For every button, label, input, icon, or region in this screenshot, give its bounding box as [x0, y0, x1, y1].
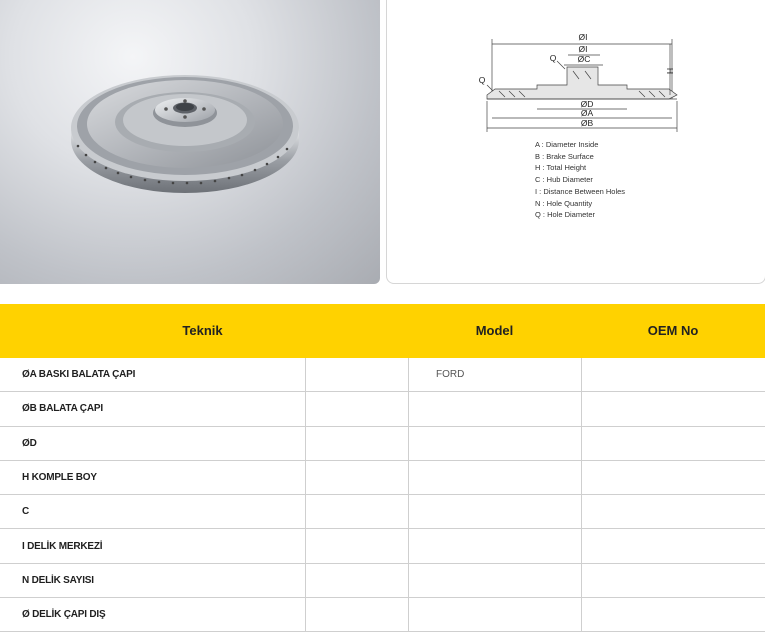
model-value: [408, 392, 581, 425]
spec-label: ØD: [22, 437, 37, 449]
spec-label: Ø DELİK ÇAPI DIŞ: [22, 609, 106, 621]
legend-item: B : Brake Surface: [535, 151, 594, 161]
oem-value: [581, 358, 765, 391]
spec-value: [305, 564, 408, 597]
dim-label-i: ØI: [578, 32, 588, 42]
legend-item: C : Hub Diameter: [535, 175, 593, 185]
legend-item: Q : Hole Diameter: [535, 210, 596, 220]
oem-value: [581, 392, 765, 425]
dim-label-a: ØA: [580, 108, 594, 118]
spec-label: H KOMPLE BOY: [22, 472, 97, 484]
spec-label: I DELİK MERKEZİ: [22, 540, 103, 552]
table-row: [0, 564, 765, 598]
header-teknik: Teknik: [182, 323, 223, 338]
dim-label-q-side: Q: [478, 75, 486, 85]
dim-label-b: ØB: [580, 118, 594, 128]
table-row: [0, 392, 765, 426]
diagram-legend: [535, 139, 625, 221]
spec-value: [305, 598, 408, 631]
legend-item: H : Total Height: [535, 163, 587, 173]
spec-label: ØB BALATA ÇAPI: [22, 403, 103, 415]
oem-value: [581, 427, 765, 460]
spec-label: N DELİK SAYISI: [22, 574, 94, 586]
spec-value: [305, 392, 408, 425]
spec-value: [305, 358, 408, 391]
model-value: [408, 461, 581, 494]
dim-label-d: ØD: [580, 99, 594, 109]
legend-item: N : Hole Quantity: [535, 198, 593, 208]
table-row: [0, 598, 765, 632]
table-header: [0, 304, 765, 358]
table-row: [0, 427, 765, 461]
brake-drum-image: [0, 0, 380, 284]
dim-label-i-inner: ØI: [578, 44, 588, 54]
legend-item: A : Diameter Inside: [535, 140, 599, 149]
product-photo: [0, 0, 380, 284]
header-oem-no: OEM No: [647, 323, 699, 338]
oem-value: [581, 461, 765, 494]
oem-value: [581, 495, 765, 528]
spec-table: [0, 304, 765, 635]
table-row: [0, 495, 765, 529]
spec-label: ØA BASKI BALATA ÇAPI: [22, 369, 136, 381]
oem-value: [581, 529, 765, 562]
dim-label-q-top: Q: [549, 53, 557, 63]
header-model: Model: [475, 323, 514, 338]
legend-item: I : Distance Between Holes: [535, 186, 626, 196]
spec-value: [305, 427, 408, 460]
table-body: [0, 358, 765, 632]
spec-value: [305, 461, 408, 494]
model-value: [408, 427, 581, 460]
dim-label-h: H: [665, 67, 675, 75]
table-row: [0, 461, 765, 495]
spec-value: [305, 529, 408, 562]
technical-diagram: [386, 0, 765, 284]
oem-value: [581, 564, 765, 597]
spec-value: [305, 495, 408, 528]
dim-label-c: ØC: [577, 54, 591, 64]
model-value: FORD: [408, 358, 581, 391]
model-value: [408, 564, 581, 597]
model-value: [408, 495, 581, 528]
table-row: [0, 529, 765, 563]
model-value: [408, 598, 581, 631]
spec-label: C: [22, 506, 30, 518]
drum-cross-section-drawing: [387, 0, 765, 139]
table-row: [0, 358, 765, 392]
model-value: [408, 529, 581, 562]
oem-value: [581, 598, 765, 631]
product-header: [0, 0, 765, 290]
